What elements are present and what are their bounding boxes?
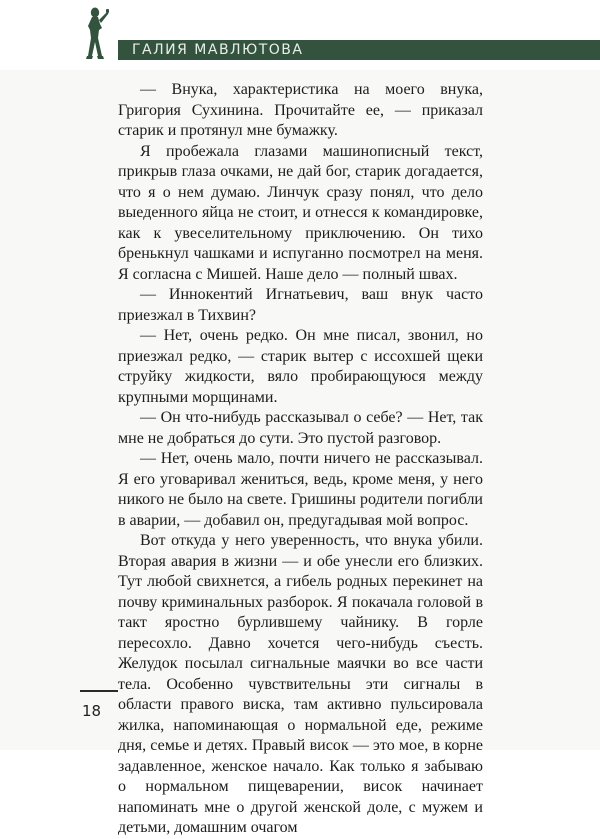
paragraph: — Иннокентий Игнатьевич, ваш внук часто приезжал в Тихвин? (118, 286, 483, 324)
paragraph: — Нет, очень мало, почти ничего не рассказывал. Я его уговаривал жениться, ведь, кроме меня, у него никого не было на свете. Гришины родители погибли в аварии, — добавил он, предугадывая мой вопрос. (118, 450, 483, 529)
woman-silhouette-icon (78, 6, 118, 62)
author-name: ГАЛИЯ МАВЛЮТОВА (132, 42, 304, 58)
running-header (0, 0, 600, 70)
paragraph: Вот откуда у него уверенность, что внука убили. Вторая авария в жизни — и обе унесли его близких. Тут любой свихнется, а гибель родных перекинет на почву криминальных разборок. Я покачала головой в такт яростно бурлившему чайнику. В горле пересохло. Давно хочется чего-нибудь съесть. Желудок посылал сигнальные маячки во все части тела. Особенно чувствительны эти сигналы в области правого виска, там активно пульсировала жилка, напоминающая о нормальной еде, режиме дня, семье и детях. Правый висок — это мое, в корне задавленное, женское начало. Как только я забываю о нормальном пищеварении, висок начинает напоминать мне о другой женской доле, с мужем и детьми, домашним очагом (118, 532, 483, 836)
paragraph: — Он что-нибудь рассказывал о себе? — Нет, так мне не добраться до сути. Это пустой разговор. (118, 409, 483, 447)
paragraph: — Нет, очень редко. Он мне писал, звонил, но приезжал редко, — старик вытер с иссохшей щеки струйку жидкости, вяло пробирающуюся между крупными морщинами. (118, 327, 483, 406)
body-text (118, 80, 483, 839)
paragraph: — Внука, характеристика на моего внука, Григория Сухинина. Прочитайте ее, — приказал старик и протянул мне бумажку. (118, 81, 483, 139)
paragraph: Я пробежала глазами машинописный текст, прикрыв глаза очками, не дай бог, старик догадается, что я о нем думаю. Линчук сразу понял, что дело выеденного яйца не стоит, и отнесся к командировке, как к увеселительному приключению. Он тихо бренькнул чашками и испуганно посмотрел на меня. Я согласна с Мишей. Наше дело — полный швах. (118, 142, 483, 283)
footer-divider (80, 690, 118, 692)
page-number: 18 (82, 702, 102, 720)
